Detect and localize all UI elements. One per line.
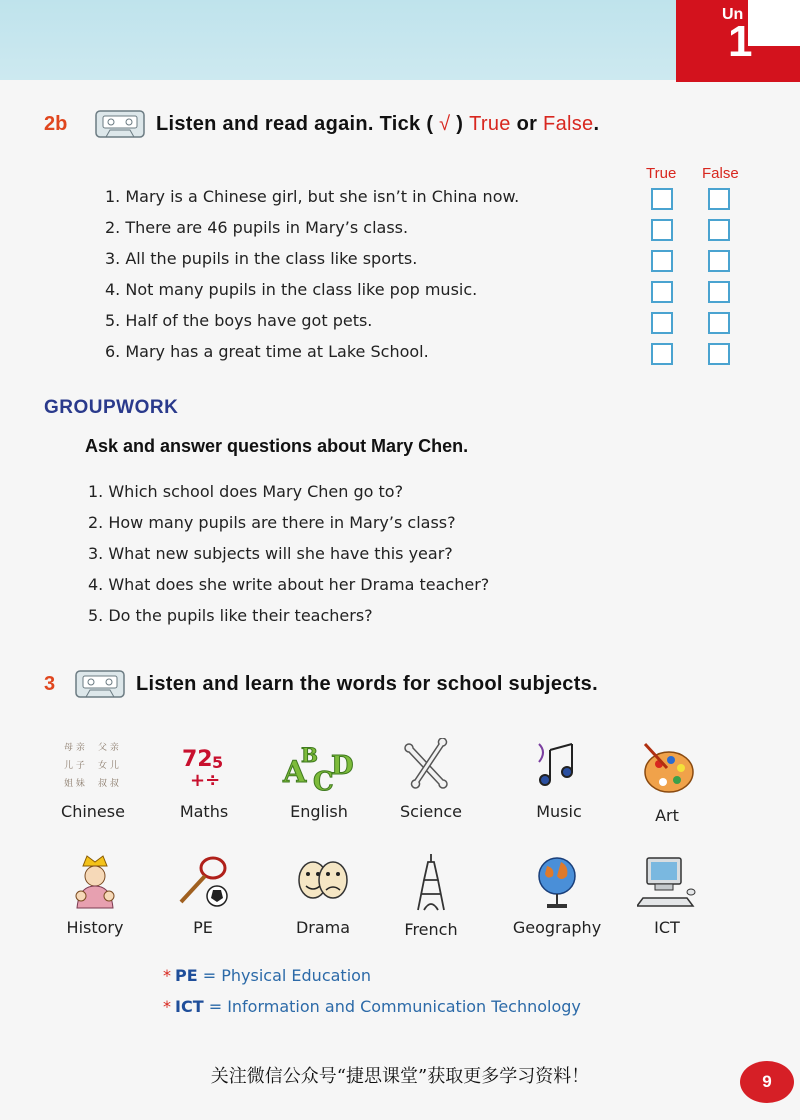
false-word: False: [543, 112, 594, 135]
paint-palette-icon: [637, 738, 697, 798]
svg-text:B: B: [301, 743, 318, 767]
section-3-title: Listen and learn the words for school subjects.: [136, 672, 598, 695]
music-notes-icon: [531, 738, 587, 794]
note-ict: [163, 997, 581, 1016]
svg-text:父 亲: 父 亲: [98, 743, 119, 753]
subject-ict: [612, 852, 722, 937]
false-checkbox-1[interactable]: [708, 188, 730, 210]
subject-music: [504, 738, 614, 821]
true-checkbox-6[interactable]: [651, 343, 673, 365]
chinese-characters-icon: [58, 738, 128, 794]
question-1: 1. Which school does Mary Chen go to?: [88, 482, 404, 501]
svg-text:D: D: [331, 751, 354, 781]
computer-icon: [637, 852, 697, 910]
true-checkbox-1[interactable]: [651, 188, 673, 210]
note-text: = Information and Communication Technology: [203, 997, 581, 1016]
section-2b-heading: [44, 108, 599, 140]
question-2: 2. How many pupils are there in Mary’s class?: [88, 513, 456, 532]
subject-label: Science: [399, 802, 463, 821]
true-checkbox-2[interactable]: [651, 219, 673, 241]
svg-text:72: 72: [182, 747, 213, 772]
section-3-heading: [44, 668, 598, 700]
cassette-icon: [94, 108, 146, 140]
subject-drama: [268, 852, 378, 937]
note-abbr: ICT: [175, 997, 204, 1016]
section-number: 3: [44, 672, 56, 695]
subject-label: Geography: [512, 918, 602, 937]
subject-chinese: [38, 738, 148, 821]
page-number: 9: [740, 1061, 794, 1103]
top-banner: [0, 0, 676, 80]
statement-1: 1. Mary is a Chinese girl, but she isn’t in China now.: [105, 187, 520, 206]
subject-label: PE: [193, 918, 213, 937]
svg-text:叔 叔: 叔 叔: [98, 779, 119, 789]
false-checkbox-5[interactable]: [708, 312, 730, 334]
statement-4: 4. Not many pupils in the class like pop music.: [105, 280, 478, 299]
bones-icon: [403, 738, 459, 794]
emperor-figure-icon: [67, 852, 123, 910]
svg-text:母 亲: 母 亲: [64, 743, 85, 753]
section-2b-title: [156, 113, 599, 136]
false-checkbox-6[interactable]: [708, 343, 730, 365]
subject-label: English: [290, 802, 348, 821]
false-column-header: False: [702, 165, 739, 182]
statement-3: 3. All the pupils in the class like sports.: [105, 249, 418, 268]
question-3: 3. What new subjects will she have this year?: [88, 544, 453, 563]
true-checkbox-3[interactable]: [651, 250, 673, 272]
subject-art: [612, 738, 722, 825]
subject-label: Art: [655, 806, 679, 825]
subject-label: Drama: [295, 918, 351, 937]
true-column-header: True: [646, 165, 677, 182]
svg-text:姐 妹: 姐 妹: [64, 779, 85, 789]
false-checkbox-3[interactable]: [708, 250, 730, 272]
groupwork-instruction: Ask and answer questions about Mary Chen.: [85, 436, 469, 456]
subject-maths: [149, 738, 259, 821]
subject-history: [40, 852, 150, 937]
subject-label: Chinese: [61, 802, 125, 821]
subject-label: History: [66, 918, 124, 937]
subject-label: French: [404, 920, 458, 939]
statement-5: 5. Half of the boys have got pets.: [105, 311, 373, 330]
unit-tab-corner: [748, 0, 800, 46]
section-number: 2b: [44, 112, 68, 135]
true-checkbox-5[interactable]: [651, 312, 673, 334]
footer-text: 关注微信公众号“捷思课堂”获取更多学习资料！: [210, 1066, 590, 1087]
question-4: 4. What does she write about her Drama teacher?: [88, 575, 490, 594]
subject-science: [376, 738, 486, 821]
svg-text:5: 5: [212, 753, 224, 772]
title-part2: ): [456, 112, 464, 135]
cassette-icon: [74, 668, 126, 700]
statement-6: 6. Mary has a great time at Lake School.: [105, 342, 429, 361]
title-period: .: [593, 112, 600, 135]
subject-label: Music: [536, 802, 582, 821]
unit-label: Un: [722, 6, 744, 23]
subject-label: ICT: [654, 918, 680, 937]
numbers-icon: [176, 738, 232, 794]
svg-text:C: C: [313, 767, 334, 794]
subject-label: Maths: [179, 802, 229, 821]
title-part1: Listen and read again. Tick (: [156, 112, 434, 135]
tick-symbol: √: [439, 112, 451, 135]
abcd-letters-icon: [279, 738, 359, 794]
subject-geography: [502, 852, 612, 937]
globe-icon: [529, 852, 585, 910]
note-star: *: [163, 966, 171, 985]
svg-text:+÷: +÷: [190, 770, 221, 791]
or-word: or: [516, 112, 538, 135]
subject-english: [264, 738, 374, 821]
true-word: True: [469, 112, 511, 135]
note-star: *: [163, 997, 171, 1016]
unit-tab: [676, 0, 800, 82]
subject-french: [376, 852, 486, 939]
question-5: 5. Do the pupils like their teachers?: [88, 606, 373, 625]
statement-2: 2. There are 46 pupils in Mary’s class.: [105, 218, 409, 237]
svg-text:儿 子: 儿 子: [64, 761, 85, 771]
svg-text:A: A: [283, 755, 307, 790]
svg-text:女 儿: 女 儿: [98, 761, 119, 771]
note-abbr: PE: [175, 966, 198, 985]
groupwork-heading: GROUPWORK: [44, 397, 179, 418]
true-checkbox-4[interactable]: [651, 281, 673, 303]
eiffel-tower-icon: [406, 852, 456, 912]
note-pe: [163, 966, 371, 985]
subject-pe: [148, 852, 258, 937]
note-text: = Physical Education: [197, 966, 372, 985]
drama-masks-icon: [293, 852, 353, 910]
unit-number: 1: [728, 17, 753, 66]
false-checkbox-4[interactable]: [708, 281, 730, 303]
false-checkbox-2[interactable]: [708, 219, 730, 241]
racket-and-ball-icon: [173, 852, 233, 910]
